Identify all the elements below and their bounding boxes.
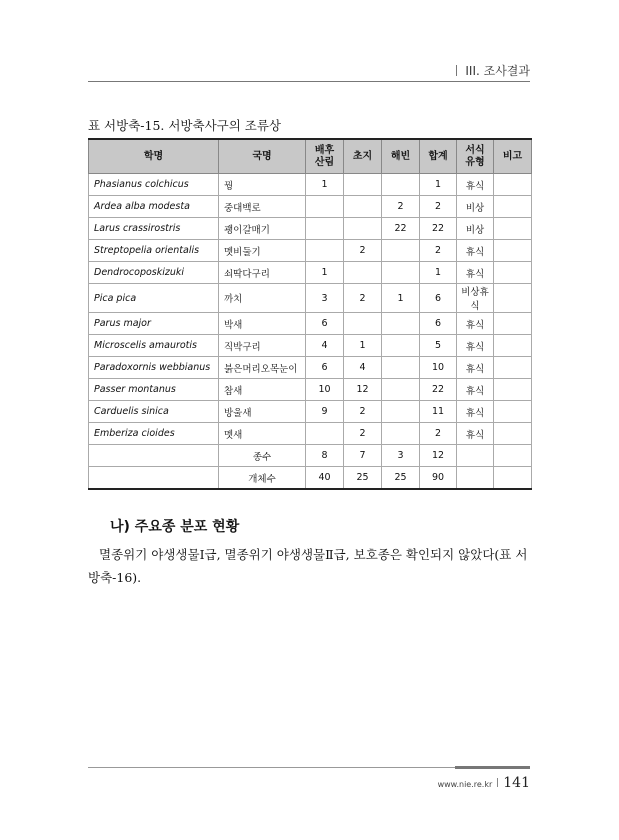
footer-url: www.nie.re.kr: [437, 780, 493, 789]
summary-blank: [494, 467, 532, 490]
note: [494, 262, 532, 284]
col-habitat-line2: 유형: [465, 156, 485, 168]
scientific-name: Ardea alba modesta: [89, 196, 219, 218]
total-count: 1: [420, 262, 457, 284]
korean-name: 직박구리: [219, 335, 306, 357]
note: [494, 357, 532, 379]
col-grass: 초지: [344, 139, 382, 174]
table-row: [89, 313, 532, 335]
total-count: 22: [420, 218, 457, 240]
scientific-name: Microscelis amaurotis: [89, 335, 219, 357]
note: [494, 240, 532, 262]
grass-count: [344, 313, 382, 335]
beach-count: [382, 313, 420, 335]
grass-individuals: 25: [344, 467, 382, 490]
col-beach: 해빈: [382, 139, 420, 174]
forest-count: 1: [306, 262, 344, 284]
table-row: [89, 174, 532, 196]
beach-count: [382, 401, 420, 423]
species-count-row: [89, 445, 532, 467]
total-count: 2: [420, 240, 457, 262]
individuals-count-label: 개체수: [219, 467, 306, 490]
col-habitat-line1: 서식: [465, 144, 485, 156]
scientific-name: Passer montanus: [89, 379, 219, 401]
footer-separator: [497, 778, 498, 787]
total-count: 1: [420, 174, 457, 196]
beach-count: [382, 379, 420, 401]
total-species-count: 12: [420, 445, 457, 467]
grass-species-count: 7: [344, 445, 382, 467]
individuals-count-row: [89, 467, 532, 490]
forest-count: [306, 218, 344, 240]
summary-blank: [457, 445, 494, 467]
korean-name: 멧새: [219, 423, 306, 445]
section-heading: 나) 주요종 분포 현황: [110, 519, 240, 535]
habitat-type: 휴식: [457, 335, 494, 357]
col-forest-line2: 산림: [314, 156, 335, 168]
habitat-type: 휴식: [457, 262, 494, 284]
forest-count: [306, 240, 344, 262]
forest-count: 10: [306, 379, 344, 401]
beach-count: 1: [382, 284, 420, 313]
forest-count: 1: [306, 174, 344, 196]
table-row: [89, 379, 532, 401]
habitat-type: 휴식: [457, 423, 494, 445]
beach-count: 2: [382, 196, 420, 218]
total-count: 2: [420, 423, 457, 445]
note: [494, 174, 532, 196]
beach-species-count: 3: [382, 445, 420, 467]
scientific-name: Parus major: [89, 313, 219, 335]
summary-blank: [457, 467, 494, 490]
forest-count: 4: [306, 335, 344, 357]
species-count-label: 종수: [219, 445, 306, 467]
table-row: [89, 262, 532, 284]
table-row: [89, 357, 532, 379]
scientific-name: Emberiza cioides: [89, 423, 219, 445]
total-count: 5: [420, 335, 457, 357]
grass-count: [344, 218, 382, 240]
body-paragraph: 멸종위기 야생생물Ⅰ급, 멸종위기 야생생물Ⅱ급, 보호종은 확인되지 않았다(표 서방축-16).: [88, 547, 528, 585]
korean-name: 중대백로: [219, 196, 306, 218]
grass-count: [344, 196, 382, 218]
grass-count: 4: [344, 357, 382, 379]
beach-count: [382, 174, 420, 196]
col-total: 합계: [420, 139, 457, 174]
table-row: [89, 240, 532, 262]
habitat-type: 휴식: [457, 401, 494, 423]
note: [494, 196, 532, 218]
korean-name: 박새: [219, 313, 306, 335]
total-count: 11: [420, 401, 457, 423]
korean-name: 참새: [219, 379, 306, 401]
grass-count: 12: [344, 379, 382, 401]
note: [494, 313, 532, 335]
forest-count: [306, 196, 344, 218]
grass-count: 2: [344, 401, 382, 423]
col-forest: [306, 139, 344, 174]
table-row: [89, 423, 532, 445]
note: [494, 401, 532, 423]
col-scientific-name: 학명: [89, 139, 219, 174]
grass-count: [344, 262, 382, 284]
grass-count: 2: [344, 240, 382, 262]
table-row: [89, 196, 532, 218]
table-caption: 표 서방축-15. 서방축사구의 조류상: [88, 118, 281, 133]
table-row: [89, 335, 532, 357]
total-count: 10: [420, 357, 457, 379]
section-label: III. 조사결과: [457, 62, 530, 79]
total-count: 22: [420, 379, 457, 401]
beach-count: [382, 357, 420, 379]
forest-count: [306, 423, 344, 445]
forest-count: 6: [306, 357, 344, 379]
col-note: 비고: [494, 139, 532, 174]
forest-count: 6: [306, 313, 344, 335]
korean-name: 꿩: [219, 174, 306, 196]
grass-count: 1: [344, 335, 382, 357]
beach-count: [382, 262, 420, 284]
habitat-type: 휴식: [457, 379, 494, 401]
table-row: [89, 218, 532, 240]
scientific-name: Paradoxornis webbianus: [89, 357, 219, 379]
forest-species-count: 8: [306, 445, 344, 467]
korean-name: 까치: [219, 284, 306, 313]
korean-name: 방울새: [219, 401, 306, 423]
grass-count: [344, 174, 382, 196]
page-header: [88, 58, 530, 82]
scientific-name: Carduelis sinica: [89, 401, 219, 423]
habitat-type: 비상: [457, 196, 494, 218]
habitat-type: 휴식: [457, 174, 494, 196]
forest-count: 3: [306, 284, 344, 313]
note: [494, 335, 532, 357]
korean-name: 붉은머리오목눈이: [219, 357, 306, 379]
grass-count: 2: [344, 284, 382, 313]
scientific-name: Pica pica: [89, 284, 219, 313]
note: [494, 423, 532, 445]
korean-name: 멧비둘기: [219, 240, 306, 262]
habitat-type: 휴식: [457, 240, 494, 262]
col-habitat: [457, 139, 494, 174]
note: [494, 284, 532, 313]
note: [494, 379, 532, 401]
header-rule: [88, 81, 530, 82]
beach-individuals: 25: [382, 467, 420, 490]
total-count: 2: [420, 196, 457, 218]
summary-blank: [89, 445, 219, 467]
page-footer: [438, 775, 530, 791]
summary-blank: [89, 467, 219, 490]
scientific-name: Phasianus colchicus: [89, 174, 219, 196]
table-header-row: [89, 139, 532, 174]
korean-name: 괭이갈매기: [219, 218, 306, 240]
bird-species-table: [88, 138, 532, 490]
total-count: 6: [420, 313, 457, 335]
beach-count: [382, 335, 420, 357]
forest-count: 9: [306, 401, 344, 423]
scientific-name: Larus crassirostris: [89, 218, 219, 240]
summary-blank: [494, 445, 532, 467]
forest-individuals: 40: [306, 467, 344, 490]
korean-name: 쇠딱다구리: [219, 262, 306, 284]
habitat-type: 휴식: [457, 313, 494, 335]
total-individuals: 90: [420, 467, 457, 490]
habitat-type: 비상휴식: [457, 284, 494, 313]
beach-count: [382, 423, 420, 445]
grass-count: 2: [344, 423, 382, 445]
scientific-name: Streptopelia orientalis: [89, 240, 219, 262]
footer-rule-accent: [455, 766, 530, 769]
col-korean-name: 국명: [219, 139, 306, 174]
habitat-type: 휴식: [457, 357, 494, 379]
habitat-type: 비상: [457, 218, 494, 240]
col-forest-line1: 배후: [314, 144, 335, 156]
beach-count: 22: [382, 218, 420, 240]
note: [494, 218, 532, 240]
total-count: 6: [420, 284, 457, 313]
beach-count: [382, 240, 420, 262]
scientific-name: Dendrocopos​kizuki: [89, 262, 219, 284]
table-row: [89, 401, 532, 423]
table-row: [89, 284, 532, 313]
page-number: 141: [503, 775, 530, 791]
